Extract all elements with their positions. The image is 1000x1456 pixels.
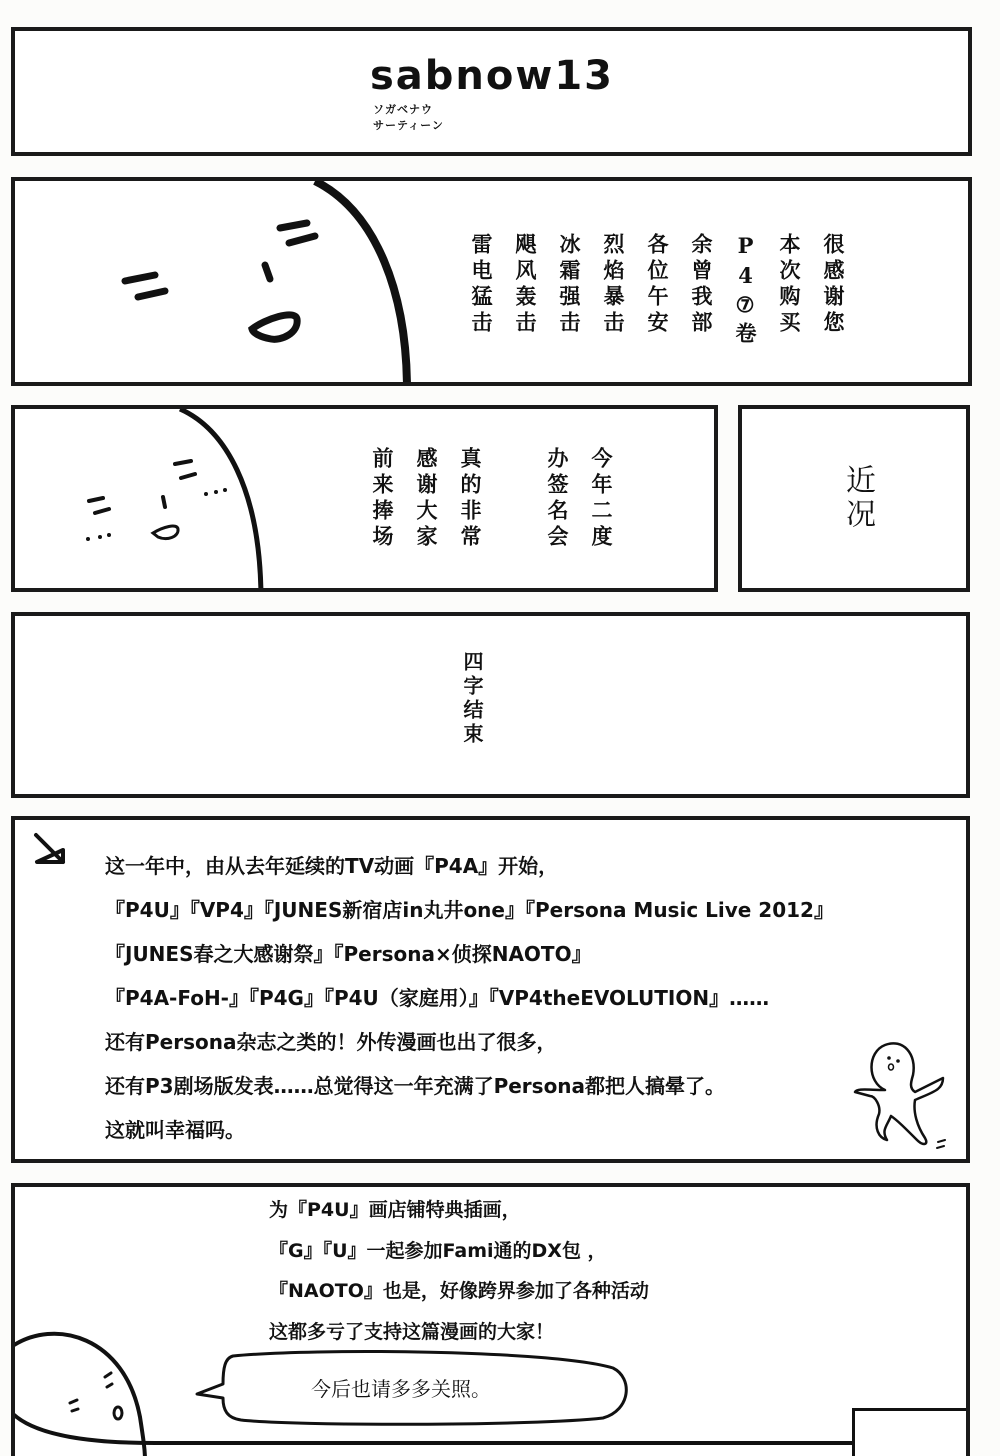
- header-panel: [11, 27, 972, 156]
- dancing-character-icon: [845, 1030, 955, 1160]
- closing-panel: [11, 1183, 970, 1456]
- greeting-col-2: 本次购买: [777, 233, 802, 337]
- speech-bubble-text: 今后也请多多关照。: [311, 1377, 491, 1401]
- closing-line-4: 这都多亏了支持这篇漫画的大家！: [269, 1321, 555, 1343]
- greeting-col-8: 飓风轰击: [513, 233, 538, 337]
- greeting-col-6: 烈焰暴击: [601, 233, 626, 337]
- year-recap-panel: [11, 816, 970, 1163]
- recap-line-5: 还有Persona杂志之类的！外传漫画也出了很多，: [105, 1030, 557, 1054]
- title-kana-line2: サーティーン: [373, 119, 444, 132]
- recent-news-heading: 近况: [840, 464, 875, 532]
- signing-col-5: 前来捧场: [370, 447, 395, 551]
- signing-col-1: 今年二度: [589, 447, 614, 551]
- title-logo: sabnow13: [370, 53, 615, 99]
- pencil-mark-icon: [33, 832, 73, 872]
- corner-panel-box: [852, 1408, 970, 1456]
- closing-line-2: 『G』『U』一起参加Fami通的DX包 ，: [269, 1240, 607, 1262]
- closing-line-1: 为『P4U』画店铺特典插画，: [269, 1199, 521, 1221]
- recap-line-6: 还有P3剧场版发表……总觉得这一年充满了Persona都把人搞晕了。: [105, 1074, 726, 1098]
- signing-col-2: 办签名会: [545, 447, 570, 551]
- recap-line-2: 『P4U』『VP4』『JUNES新宿店in丸井one』『Persona Music Live 2012』: [105, 898, 834, 922]
- recap-line-3: 『JUNES春之大感谢祭』『Persona×侦探NAOTO』: [105, 942, 592, 966]
- four-char-end-panel: [11, 612, 970, 798]
- signing-col-4: 感谢大家: [414, 447, 439, 551]
- recap-line-7: 这就叫幸福吗。: [105, 1118, 245, 1142]
- greeting-col-7: 冰霜强击: [557, 233, 582, 337]
- recent-news-panel: [738, 405, 970, 592]
- greeting-col-3: P4⑦卷: [733, 233, 758, 348]
- greeting-col-9: 雷电猛击: [469, 233, 494, 337]
- greeting-panel: [11, 177, 972, 386]
- greeting-col-5: 各位午安: [645, 233, 670, 337]
- signing-panel: [11, 405, 718, 592]
- greeting-col-1: 很感谢您: [821, 233, 846, 337]
- greeting-col-4: 余曾我部: [689, 233, 714, 337]
- title-kana-line1: ソガベナウ: [373, 103, 433, 116]
- recap-line-4: 『P4A-FoH-』『P4G』『P4U（家庭用）』『VP4theEVOLUTION』……: [105, 986, 770, 1010]
- closing-line-3: 『NAOTO』也是，好像跨界参加了各种活动: [269, 1280, 649, 1302]
- signing-col-3: 真的非常: [458, 447, 483, 551]
- recap-line-1: 这一年中，由从去年延续的TV动画『P4A』开始，: [105, 854, 559, 878]
- four-char-end-text: 四字结束: [460, 651, 484, 747]
